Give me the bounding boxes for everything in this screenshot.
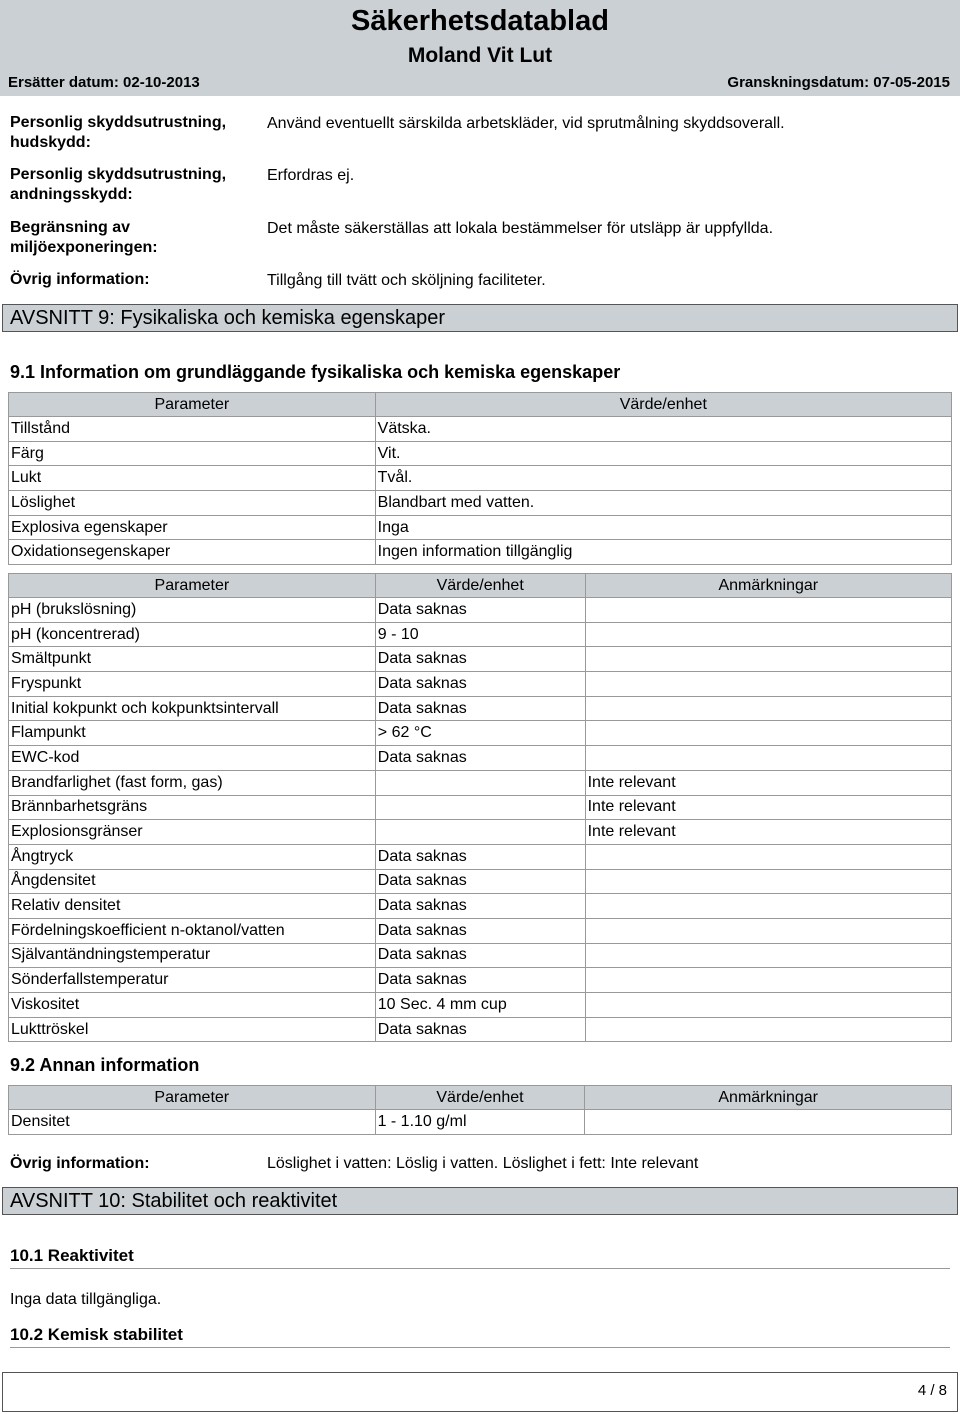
field-value: Tillgång till tvätt och sköljning faciliteter.	[267, 272, 546, 289]
field-value: Använd eventuellt särskilda arbetskläder, vid sprutmålning skyddsoverall.	[267, 115, 785, 132]
table-row	[9, 466, 952, 491]
remarks-cell	[585, 968, 951, 993]
review-date: Granskningsdatum: 07-05-2015	[727, 74, 950, 91]
value-cell: 10 Sec. 4 mm cup	[375, 993, 585, 1018]
parameter-cell: Flampunkt	[9, 721, 376, 746]
table-row	[9, 1017, 952, 1042]
table-row	[9, 894, 952, 919]
remarks-cell	[585, 943, 951, 968]
remarks-cell	[585, 647, 951, 672]
subsection-9-1-title: 9.1 Information om grundläggande fysikaliska och kemiska egenskaper	[10, 362, 621, 382]
divider	[10, 1347, 950, 1348]
column-header: Värde/enhet	[375, 393, 951, 417]
table-row	[9, 746, 952, 771]
table-row	[9, 943, 952, 968]
column-header: Parameter	[9, 1086, 376, 1110]
product-name: Moland Vit Lut	[407, 44, 553, 67]
parameter-cell: Tillstånd	[9, 417, 376, 442]
table-row	[9, 993, 952, 1018]
remarks-cell	[585, 894, 951, 919]
table-row	[9, 1110, 952, 1135]
value-cell: Tvål.	[375, 466, 951, 491]
parameter-cell: Brännbarhetsgräns	[9, 795, 376, 820]
column-header: Värde/enhet	[375, 574, 585, 598]
value-cell: Blandbart med vatten.	[375, 491, 951, 516]
remarks-cell	[585, 1017, 951, 1042]
column-header: Parameter	[9, 574, 376, 598]
remarks-cell	[585, 1110, 952, 1135]
parameter-cell: Smältpunkt	[9, 647, 376, 672]
table-row	[9, 721, 952, 746]
table-row	[9, 491, 952, 516]
remarks-cell: Inte relevant	[585, 770, 951, 795]
table-row	[9, 672, 952, 697]
remarks-cell	[585, 869, 951, 894]
value-cell: Data saknas	[375, 844, 585, 869]
value-cell: Data saknas	[375, 696, 585, 721]
value-cell: Vit.	[375, 441, 951, 466]
divider	[10, 1268, 950, 1269]
remarks-cell	[585, 746, 951, 771]
basic-properties-table	[8, 392, 952, 565]
parameter-cell: EWC-kod	[9, 746, 376, 771]
parameter-cell: Explosiva egenskaper	[9, 515, 376, 540]
value-cell: Data saknas	[375, 943, 585, 968]
field-label: Personlig skyddsutrustning, andningsskydd:	[10, 166, 227, 203]
reactivity-text: Inga data tillgängliga.	[10, 1291, 162, 1308]
page-number: 4 / 8	[917, 1382, 947, 1399]
table-row	[9, 417, 952, 442]
table-header-row	[9, 1086, 952, 1110]
value-cell	[375, 770, 585, 795]
table-header-row	[9, 393, 952, 417]
table-row	[9, 918, 952, 943]
column-header: Parameter	[9, 393, 376, 417]
field-label: Övrig information:	[10, 271, 150, 288]
table-row	[9, 598, 952, 623]
table-row	[9, 770, 952, 795]
parameter-cell: Brandfarlighet (fast form, gas)	[9, 770, 376, 795]
other-properties-table	[8, 1085, 952, 1135]
remarks-cell	[585, 844, 951, 869]
parameter-cell: Viskositet	[9, 993, 376, 1018]
value-cell: Data saknas	[375, 1017, 585, 1042]
subsection-9-2-title: 9.2 Annan information	[10, 1055, 200, 1075]
physical-properties-table	[8, 573, 952, 1042]
remarks-cell	[585, 696, 951, 721]
table-row	[9, 820, 952, 845]
table-header-row	[9, 574, 952, 598]
value-cell: Data saknas	[375, 647, 585, 672]
field-value: Erfordras ej.	[267, 167, 355, 184]
section-10-title: AVSNITT 10: Stabilitet och reaktivitet	[2, 1187, 958, 1215]
parameter-cell: Ångdensitet	[9, 869, 376, 894]
parameter-cell: Oxidationsegenskaper	[9, 540, 376, 565]
value-cell: Vätska.	[375, 417, 951, 442]
table-row	[9, 968, 952, 993]
field-label: Övrig information:	[10, 1155, 150, 1172]
parameter-cell: Relativ densitet	[9, 894, 376, 919]
table-row	[9, 515, 952, 540]
parameter-cell: Ångtryck	[9, 844, 376, 869]
document-header	[0, 0, 960, 96]
document-title: Säkerhetsdatablad	[351, 5, 609, 37]
table-row	[9, 647, 952, 672]
parameter-cell: Färg	[9, 441, 376, 466]
value-cell: Inga	[375, 515, 951, 540]
table-row	[9, 696, 952, 721]
parameter-cell: Lukttröskel	[9, 1017, 376, 1042]
parameter-cell: Sönderfallstemperatur	[9, 968, 376, 993]
parameter-cell: pH (brukslösning)	[9, 598, 376, 623]
remarks-cell: Inte relevant	[585, 795, 951, 820]
value-cell: Data saknas	[375, 968, 585, 993]
value-cell: > 62 °C	[375, 721, 585, 746]
field-label: Begränsning av miljöexponeringen:	[10, 219, 158, 256]
field-value: Det måste säkerställas att lokala bestämmelser för utsläpp är uppfyllda.	[267, 220, 774, 237]
column-header: Anmärkningar	[585, 1086, 952, 1110]
value-cell: Data saknas	[375, 746, 585, 771]
value-cell: 9 - 10	[375, 622, 585, 647]
table-row	[9, 441, 952, 466]
parameter-cell: Fryspunkt	[9, 672, 376, 697]
remarks-cell: Inte relevant	[585, 820, 951, 845]
value-cell: Ingen information tillgänglig	[375, 540, 951, 565]
value-cell: Data saknas	[375, 598, 585, 623]
table-row	[9, 795, 952, 820]
table-row	[9, 540, 952, 565]
remarks-cell	[585, 598, 951, 623]
parameter-cell: Lukt	[9, 466, 376, 491]
value-cell: Data saknas	[375, 672, 585, 697]
subsection-10-2-title: 10.2 Kemisk stabilitet	[10, 1325, 183, 1344]
remarks-cell	[585, 918, 951, 943]
parameter-cell: Löslighet	[9, 491, 376, 516]
column-header: Värde/enhet	[375, 1086, 585, 1110]
value-cell: Data saknas	[375, 918, 585, 943]
table-row	[9, 622, 952, 647]
remarks-cell	[585, 622, 951, 647]
parameter-cell: Fördelningskoefficient n-oktanol/vatten	[9, 918, 376, 943]
parameter-cell: Självantändningstemperatur	[9, 943, 376, 968]
remarks-cell	[585, 721, 951, 746]
value-cell: Data saknas	[375, 869, 585, 894]
parameter-cell: Initial kokpunkt och kokpunktsintervall	[9, 696, 376, 721]
parameter-cell: pH (koncentrerad)	[9, 622, 376, 647]
parameter-cell: Explosionsgränser	[9, 820, 376, 845]
value-cell	[375, 795, 585, 820]
parameter-cell: Densitet	[9, 1110, 376, 1135]
remarks-cell	[585, 672, 951, 697]
remarks-cell	[585, 993, 951, 1018]
value-cell	[375, 820, 585, 845]
table-row	[9, 869, 952, 894]
subsection-10-1-title: 10.1 Reaktivitet	[10, 1246, 134, 1265]
value-cell: 1 - 1.10 g/ml	[375, 1110, 585, 1135]
field-value: Löslighet i vatten: Löslig i vatten. Löslighet i fett: Inte relevant	[267, 1155, 699, 1172]
field-label: Personlig skyddsutrustning, hudskydd:	[10, 114, 227, 151]
value-cell: Data saknas	[375, 894, 585, 919]
page-footer	[2, 1372, 958, 1412]
table-row	[9, 844, 952, 869]
replaces-date: Ersätter datum: 02-10-2013	[8, 74, 200, 91]
section-9-title: AVSNITT 9: Fysikaliska och kemiska egenskaper	[2, 304, 958, 332]
column-header: Anmärkningar	[585, 574, 951, 598]
